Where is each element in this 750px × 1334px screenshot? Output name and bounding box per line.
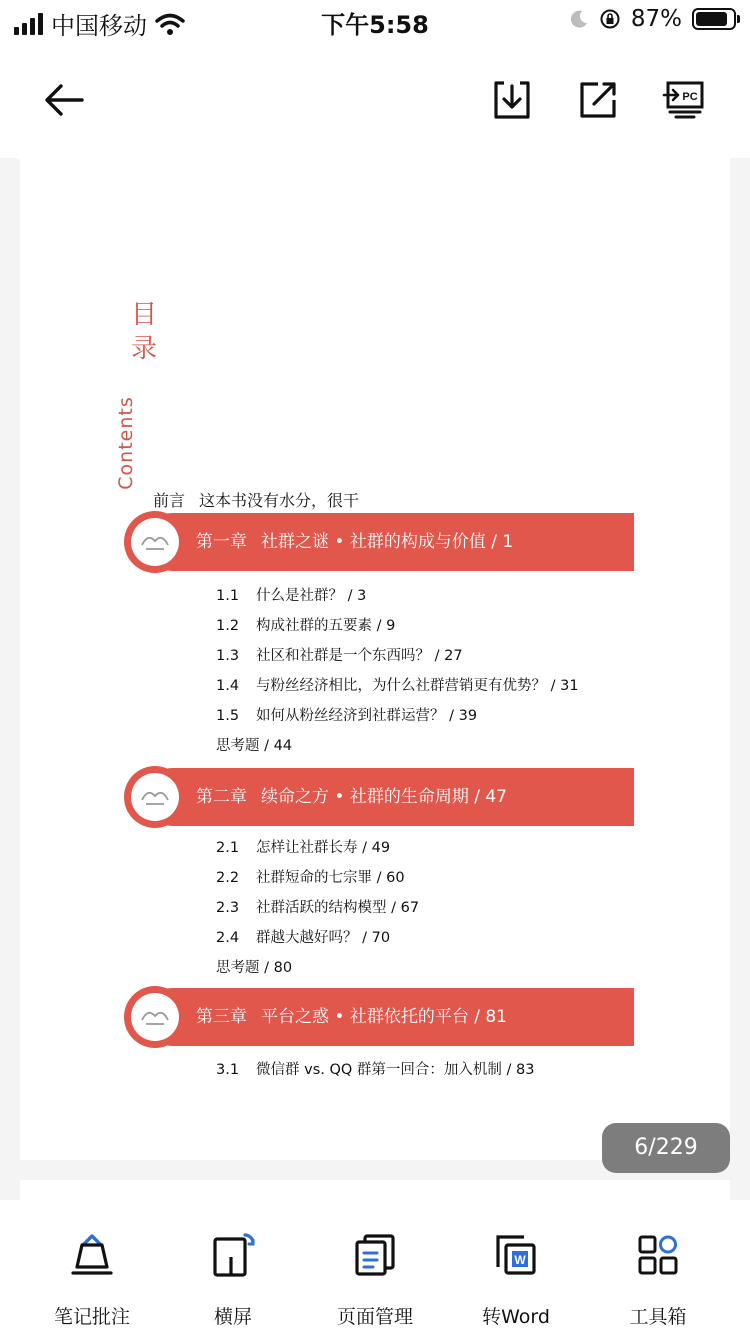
toc-item-text: 社区和社群是一个东西吗？ / 27: [256, 648, 463, 664]
annotate-button[interactable]: [22, 1230, 162, 1329]
toc-item-number: 2.4: [216, 930, 240, 946]
orientation-lock-icon: [599, 8, 621, 30]
top-bar: [0, 40, 750, 158]
toc-item-text: 构成社群的五要素 / 9: [256, 618, 396, 634]
word-badge: W: [514, 1253, 526, 1267]
chapter-emblem-icon: [124, 986, 186, 1048]
chapter-banner-3[interactable]: [124, 988, 634, 1046]
toc-item-text: 微信群 vs. QQ 群第一回合：加入机制 / 83: [256, 1062, 535, 1078]
document-page[interactable]: [20, 158, 730, 1160]
toc-item[interactable]: [216, 866, 405, 887]
share-icon: [578, 80, 618, 120]
page-manage-label: 页面管理: [336, 1306, 413, 1328]
page-indicator: 6/229: [602, 1123, 730, 1173]
toolbox-icon: [636, 1233, 680, 1277]
toc-item-number: 1.4: [216, 678, 240, 694]
chapter-emblem-icon: [124, 766, 186, 828]
pc-label: PC: [682, 91, 698, 103]
toc-item-number: 2.2: [216, 870, 240, 886]
chapter-name: 平台之惑 • 社群依托的平台 / 81: [261, 1007, 508, 1027]
toc-item-text: 怎样让社群长寿 / 49: [256, 840, 391, 856]
toc-item[interactable]: [216, 644, 463, 665]
toc-item-number: 1.3: [216, 648, 240, 664]
status-time: 下午5:58: [321, 11, 429, 39]
toc-item[interactable]: [216, 926, 390, 947]
preface-entry[interactable]: [153, 488, 359, 511]
toc-heading-en: Contents: [115, 396, 137, 490]
status-bar: [0, 0, 750, 40]
toc-item-text: 如何从粉丝经济到社群运营？ / 39: [256, 708, 478, 724]
toc-item[interactable]: [216, 584, 366, 605]
battery-fill: [696, 12, 727, 26]
toc-item[interactable]: [216, 674, 579, 695]
download-icon: [492, 80, 532, 120]
toc-item-text: 思考题 / 44: [216, 738, 293, 754]
download-button[interactable]: [488, 76, 536, 124]
chapter-banner-1[interactable]: [124, 513, 634, 571]
chapter-title: [196, 513, 513, 571]
rotate-landscape-icon: [211, 1233, 255, 1277]
toolbox-button[interactable]: [588, 1230, 728, 1329]
chapter-title: [196, 988, 507, 1046]
chapter-number: 第二章: [196, 787, 247, 807]
toc-item-exercise[interactable]: [216, 734, 292, 755]
battery-icon: [692, 8, 736, 30]
toc-item-text: 社群短命的七宗罪 / 60: [256, 870, 405, 886]
status-right: [569, 6, 736, 32]
chapter-name: 社群之谜 • 社群的构成与价值 / 1: [261, 532, 514, 552]
pen-annotate-icon: [70, 1233, 114, 1277]
battery-percent: 87%: [630, 6, 682, 32]
page-manage-button[interactable]: [305, 1230, 445, 1329]
share-button[interactable]: [574, 76, 622, 124]
toc-item-text: 群越大越好吗？ / 70: [256, 930, 391, 946]
toc-item-text: 思考题 / 80: [216, 960, 293, 976]
toc-item[interactable]: [216, 704, 477, 725]
do-not-disturb-moon-icon: [569, 9, 589, 29]
convert-word-label: 转Word: [482, 1306, 550, 1328]
toc-item-exercise[interactable]: [216, 956, 292, 977]
pc-transfer-icon: [662, 80, 706, 120]
pc-transfer-button[interactable]: [660, 76, 708, 124]
page-manage-icon: [353, 1233, 397, 1277]
toc-heading-en-wrap: [106, 383, 146, 503]
toc-item-text: 与粉丝经济相比，为什么社群营销更有优势？ / 31: [256, 678, 579, 694]
toc-item-number: 3.1: [216, 1062, 240, 1078]
toc-item[interactable]: [216, 836, 390, 857]
chapter-number: 第一章: [196, 532, 247, 552]
landscape-button[interactable]: [163, 1230, 303, 1329]
toc-item-text: 什么是社群？ / 3: [256, 588, 367, 604]
preface-label: 前言: [153, 491, 186, 510]
word-convert-icon: [494, 1233, 538, 1277]
carrier-name: 中国移动: [51, 12, 147, 40]
toc-item[interactable]: [216, 614, 395, 635]
toc-item[interactable]: [216, 896, 419, 917]
toc-item-number: 1.2: [216, 618, 240, 634]
toc-item-number: 2.3: [216, 900, 240, 916]
bottom-toolbar: [0, 1200, 750, 1334]
chapter-emblem-icon: [124, 511, 186, 573]
convert-word-button[interactable]: [446, 1230, 586, 1329]
toc-item-number: 1.1: [216, 588, 240, 604]
chapter-name: 续命之方 • 社群的生命周期 / 47: [261, 787, 508, 807]
preface-title: 这本书没有水分，很干: [199, 491, 360, 510]
back-button[interactable]: [40, 76, 88, 124]
toc-item-number: 2.1: [216, 840, 240, 856]
chapter-banner-2[interactable]: [124, 768, 634, 826]
landscape-label: 横屏: [213, 1306, 252, 1328]
arrow-left-icon: [44, 83, 84, 117]
chapter-title: [196, 768, 507, 826]
annotate-label: 笔记批注: [53, 1306, 130, 1328]
toc-item[interactable]: [216, 1058, 534, 1079]
toc-item-text: 社群活跃的结构模型 / 67: [256, 900, 420, 916]
toolbox-label: 工具箱: [629, 1306, 687, 1328]
toc-heading: 目录: [130, 300, 157, 364]
toc-item-number: 1.5: [216, 708, 240, 724]
chapter-number: 第三章: [196, 1007, 247, 1027]
